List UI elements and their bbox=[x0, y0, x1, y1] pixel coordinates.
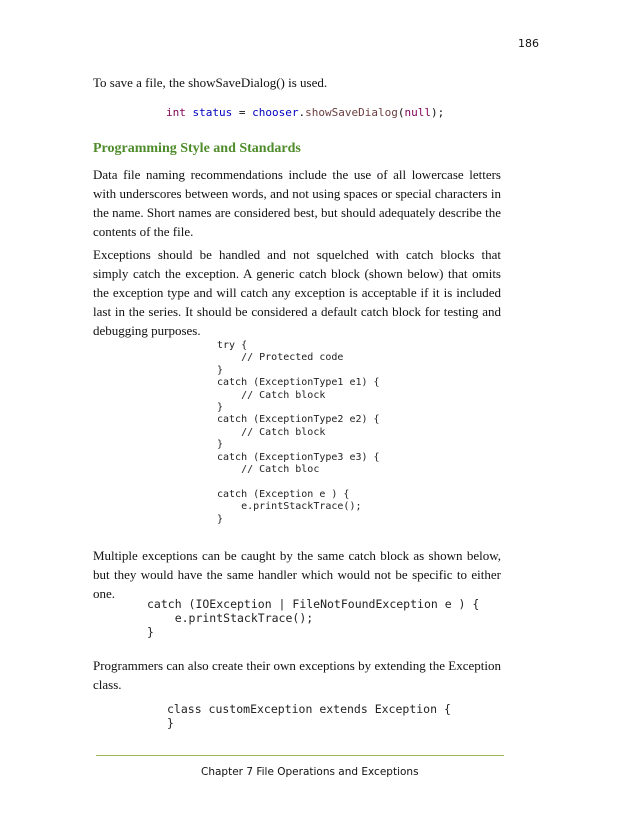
custom-exception-code-block: class customException extends Exception { } bbox=[167, 702, 451, 730]
section-heading: Programming Style and Standards bbox=[93, 141, 301, 156]
naming-paragraph: Data file naming recommendations include the use of all lowercase letters with underscores between words, and not using spaces or special characters in the name. Short names are considered best, but should adequately describe the contents of the file. bbox=[93, 167, 501, 239]
custom-exception-paragraph: Programmers can also create their own exceptions by extending the Exception class. bbox=[93, 658, 501, 692]
exceptions-paragraph: Exceptions should be handled and not squelched with catch blocks that simply catch the exception. A generic catch block (shown below) that omits the exception type and will catch any exception is acceptable if it is included last in the series. It should be considered a default catch block for testing and debugging purposes. bbox=[93, 247, 501, 338]
code-arg: null bbox=[404, 106, 431, 119]
code-obj: chooser bbox=[252, 106, 299, 119]
try-catch-code-block: try { // Protected code } catch (ExceptionType1 e1) { // Catch block } catch (ExceptionType2 e2) { // Catch block } catch (ExceptionType3 e3) { // Catch bloc catch (Exception e ) { e.printStackTrace(); } bbox=[217, 340, 380, 525]
code-var: status bbox=[192, 106, 233, 119]
code-method: showSaveDialog bbox=[305, 106, 398, 119]
footer-chapter-title: Chapter 7 File Operations and Exceptions bbox=[201, 766, 419, 778]
save-dialog-code bbox=[166, 106, 444, 120]
footer-divider bbox=[96, 755, 504, 756]
code-dot: . bbox=[298, 106, 306, 119]
page-number: 186 bbox=[518, 37, 539, 50]
code-open: ( bbox=[397, 106, 405, 119]
code-type: int bbox=[166, 106, 186, 119]
code-eq: = bbox=[238, 106, 246, 119]
multi-catch-code-block: catch (IOException | FileNotFoundException e ) { e.printStackTrace(); } bbox=[147, 597, 480, 639]
intro-paragraph: To save a file, the showSaveDialog() is used. bbox=[93, 75, 328, 90]
multi-catch-paragraph: Multiple exceptions can be caught by the same catch block as shown below, but they would have the same handler which would not be specific to either one. bbox=[93, 548, 501, 601]
code-close: ); bbox=[430, 106, 445, 119]
